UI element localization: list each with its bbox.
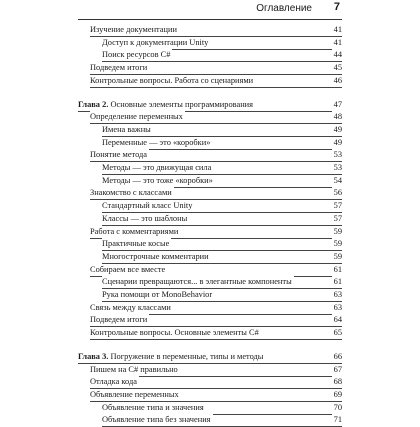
toc-entry [102,213,342,226]
running-header-title: Оглавление [256,3,312,14]
toc-entry-title [102,238,171,250]
toc-entry-title [90,62,149,74]
toc-entry-text: Объявление типа и значения [102,402,204,412]
toc-entry-text: Пишем на C# правильно [90,364,178,374]
toc-entry-text: Многострочные комментарии [102,251,209,261]
toc-entry-text: Переменные — это «коробки» [102,137,211,147]
toc-entry [102,238,342,251]
toc-entry-page: 61 [333,277,342,287]
toc-entry-text: Контрольные вопросы. Работа со сценариями [90,75,254,85]
toc-entry-text: Изучение документации [90,25,177,34]
toc-entry [90,62,342,75]
toc-entry-text: Понятие метода [90,150,148,160]
toc-entry [90,302,342,315]
chapter-label: Глава 2. [78,99,109,109]
toc-entry-title [102,213,189,225]
toc-entry-page: 67 [333,364,342,374]
toc-entry-text: Методы — это тоже «коробки» [102,175,213,185]
toc-entry [90,149,342,162]
toc-entry-page: 66 [333,351,342,361]
toc-entry-title [90,111,185,123]
toc-entry [90,314,342,327]
page-number: 7 [333,1,340,13]
toc-entry-page: 57 [333,213,342,223]
toc-entry [90,327,342,340]
chapter-label: Глава 3. [78,351,109,361]
toc-entry-title [90,302,173,314]
toc-entry [102,124,342,137]
toc-entry [102,49,342,62]
toc-entry-text: Основные элементы программирования [110,99,254,109]
toc-entry-page: 41 [333,37,342,47]
toc-entry-page: 47 [333,99,342,109]
toc-entry-page: 68 [333,377,342,387]
toc-entry [102,37,342,50]
toc-entry-text: Собираем все вместе [90,264,166,274]
toc-entry-text: Поиск ресурсов C# [102,50,171,60]
toc-entry [102,137,342,150]
toc-entry-title [102,175,215,187]
toc-entry [90,111,342,124]
toc-entry-text: Связь между классами [90,302,171,312]
toc-entry-title [102,200,194,212]
toc-entry [90,226,342,239]
toc-entry [102,175,342,188]
toc-entry [102,276,342,289]
toc-entry-title [102,289,214,301]
toc-entry-title [102,124,153,136]
toc-entry-page: 57 [333,201,342,211]
toc-entry [90,24,342,37]
toc-entry-text: Определение переменных [90,112,183,122]
toc-entry-title [90,149,149,161]
toc-entry-title [102,414,213,426]
toc-entry [90,264,342,277]
toc-entry-text: Отладка кода [90,377,137,387]
toc-entry-page: 44 [333,50,342,60]
toc-entry-page: 59 [333,226,342,236]
toc-entry-text: Методы — это движущая сила [102,163,212,172]
toc-entry-page: 56 [333,188,342,198]
toc-entry-page: 71 [333,415,342,425]
toc-entry-title [90,24,179,36]
toc-entry [102,200,342,213]
toc-entry-text: Рука помощи от MonoBehavior [102,290,213,299]
toc-entry-title [90,75,255,87]
toc-entry-page: 41 [333,25,342,34]
toc-entry-page: 49 [333,137,342,147]
toc-entry-text: Подведем итоги [90,315,148,325]
toc-entry-title [78,351,265,363]
toc-entry-page: 64 [333,315,342,325]
toc-entry [102,414,342,427]
toc-entry-page: 54 [333,175,342,185]
toc-entry-title [90,314,149,326]
toc-entry [90,376,342,389]
toc-entry-text: Практичные косые [102,239,170,249]
toc-entry-title [78,99,255,111]
toc-entry [90,187,342,200]
toc-entry-text: Имена важны [102,124,151,134]
toc-entry-page: 45 [333,63,342,73]
toc-entry-page: 65 [333,328,342,338]
toc-entry-text: Доступ к документации Unity [102,37,209,47]
toc-entry-title [90,389,181,401]
toc-entry-text: Работа с комментариями [90,226,179,236]
toc-entry-page: 49 [333,124,342,134]
toc-entry-page: 53 [333,163,342,172]
toc-entry-page: 61 [333,264,342,274]
toc-entry [90,364,342,377]
toc-entry-title [90,327,261,339]
toc-entry-title [102,251,211,263]
toc-chapter-entry [78,99,342,112]
toc-entry [102,162,342,175]
toc-entry-text: Стандартный класс Unity [102,201,193,211]
toc-entry-title [102,402,206,414]
toc-entry-title [90,376,139,388]
toc-entry-text: Классы — это шаблоны [102,213,188,223]
toc-entry-text: Контрольные вопросы. Основные элементы C# [90,328,259,338]
toc-entry [90,389,342,402]
toc-entry-page: 70 [333,402,342,412]
toc-entry-page: 59 [333,239,342,249]
toc-entry-title [90,264,167,276]
toc-entry-page: 59 [333,251,342,261]
toc-entry-page: 63 [333,302,342,312]
toc-entry-page: 46 [333,75,342,85]
toc-entry-text: Объявление типа без значения [102,415,211,425]
toc-entry-title [102,49,172,61]
toc-entry-page: 53 [333,150,342,160]
toc-entry-text: Объявление переменных [90,389,179,399]
toc-entry-text: Сценарии превращаются... в элегантные компоненты [102,277,292,287]
toc-entry-text: Знакомство с классами [90,188,172,198]
toc-entry-text: Подведем итоги [90,63,148,73]
toc-chapter-entry [78,351,342,364]
toc-entry-title [102,276,294,288]
toc-entry-page: 48 [333,112,342,122]
toc-entry [102,251,342,264]
toc-entry-title [90,226,180,238]
toc-entry [102,402,342,415]
toc-entry-title [102,162,213,174]
toc-entry-page: 63 [333,290,342,299]
toc-entry-title [90,364,180,376]
toc-entry-text: Погружение в переменные, типы и методы [110,351,264,361]
toc-entry-title [102,37,210,49]
toc-entry-title [90,187,174,199]
toc-entry [90,75,342,88]
toc-entry-title [102,137,212,149]
toc-entry-page: 69 [333,389,342,399]
toc-entry [102,289,342,302]
